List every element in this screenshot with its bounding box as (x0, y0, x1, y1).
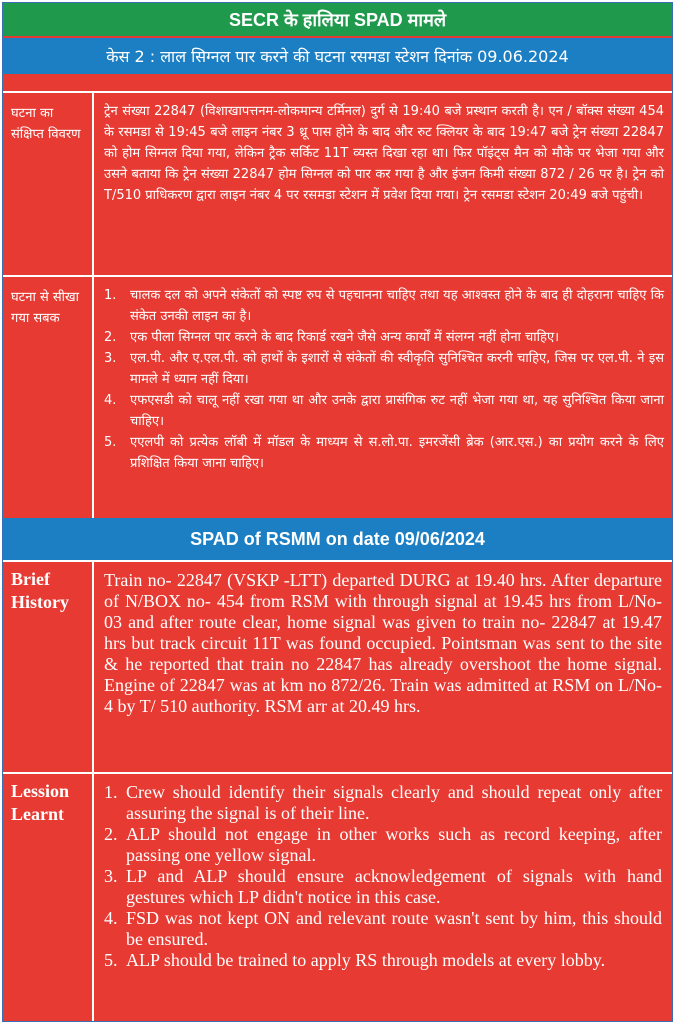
english-lesson-item (104, 824, 662, 866)
hindi-lessons-content (94, 277, 672, 518)
hindi-summary-text: ट्रेन संख्या 22847 (विशाखापत्तनम-लोकमान्य टर्मिनल) दुर्ग से 19:40 बजे प्रस्थान करती है। एन / बॉक्स संख्या 454 के रसमडा से 19:45 बजे लाइन नंबर 3 थ्रू पास होने के बाद और रुट क्लियर के बाद 19:47 बजे ट्रेन संख्या 22847 को होम सिग्नल दिया गया, लेकिन ट्रैक सर्किट 11T व्यस्त दिखा रहा था। फिर पॉइंट्स मैन को मौके पर भेजा गया और उसने बताया कि ट्रेन संख्या 22847 होम सिग्नल को पार कर गया है और इंजन किमी संख्या 872 / 26 पर है। ट्रेन को T/510 प्राधिकरण द्वारा लाइन नंबर 4 पर रसमडा स्टेशन में प्रवेश दिया गया। ट्रेन रसमडा स्टेशन 20:49 बजे पहुंची। (104, 104, 664, 203)
hindi-lessons-row (3, 275, 672, 518)
case-title-hindi: केस 2 : लाल सिग्नल पार करने की घटना रसमडा स्टेशन दिनांक 09.06.2024 (3, 38, 672, 74)
hindi-summary-label: घटना का संक्षिप्त विवरण (3, 93, 94, 275)
hindi-lesson-item (104, 327, 664, 348)
lesson-number: 1. (104, 782, 118, 802)
page-title: SECR के हालिया SPAD मामले (3, 3, 672, 36)
lesson-number: 4. (104, 908, 118, 928)
english-history-row (3, 560, 672, 772)
lesson-number: 1. (104, 288, 117, 303)
lesson-text: FSD was not kept ON and relevant route wasn't sent by him, this should be ensured. (126, 908, 662, 949)
lesson-number: 2. (104, 824, 118, 844)
lesson-text: Crew should identify their signals clearly and should repeat only after assuring the signal is of their line. (126, 782, 662, 823)
english-lessons-list (104, 782, 662, 971)
lesson-text: चालक दल को अपने संकेतों को स्पष्ट रुप से पहचानना चाहिए तथा यह आश्वस्त होने के बाद ही दोहराना चाहिए कि संकेत उनकी लाइन का है। (130, 288, 664, 324)
lesson-number: 5. (104, 435, 117, 450)
english-lessons-row (3, 772, 672, 1021)
hindi-lesson-item (104, 348, 664, 390)
english-lesson-item (104, 866, 662, 908)
english-lessons-content (94, 774, 672, 1021)
english-lesson-item (104, 908, 662, 950)
lesson-number: 2. (104, 330, 117, 345)
lesson-text: एक पीला सिग्नल पार करने के बाद रिकार्ड रखने जैसे अन्य कार्यों में संलग्न नहीं होना चाहिए। (130, 330, 560, 345)
lesson-text: LP and ALP should ensure acknowledgement of signals with hand gestures which LP didn't notice in this case. (126, 866, 662, 907)
lesson-text: एएलपी को प्रत्येक लॉबी में मॉडल के माध्यम से स.लो.पा. इमरजेंसी ब्रेक (आर.एस.) का प्रयोग करने के लिए प्रशिक्षित किया जाना चाहिए। (130, 435, 664, 471)
hindi-lesson-item (104, 390, 664, 432)
lesson-text: ALP should not engage in other works such as record keeping, after passing one yellow signal. (126, 824, 662, 865)
english-lesson-item (104, 782, 662, 824)
english-lessons-label: Lession Learnt (3, 774, 94, 1021)
hindi-lessons-label: घटना से सीखा गया सबक (3, 277, 94, 518)
hindi-lessons-list (104, 285, 664, 474)
lesson-number: 4. (104, 393, 117, 408)
lesson-text: ALP should be trained to apply RS through models at every lobby. (126, 950, 606, 970)
lesson-number: 3. (104, 351, 117, 366)
lesson-number: 3. (104, 866, 118, 886)
english-lesson-item (104, 950, 662, 971)
poster (3, 3, 672, 1021)
hindi-lesson-item (104, 285, 664, 327)
lesson-number: 5. (104, 950, 118, 970)
lesson-text: एल.पी. और ए.एल.पी. को हाथों के इशारों से संकेतों की स्वीकृति सुनिश्चित करनी चाहिए, जिस पर एल.पी. ने इस मामले में ध्यान नहीं दिया। (130, 351, 664, 387)
english-history-label: Brief History (3, 562, 94, 772)
case-title-english: SPAD of RSMM on date 09/06/2024 (3, 518, 672, 560)
lesson-text: एफएसडी को चालू नहीं रखा गया था और उनके द्वारा प्रासंगिक रुट नहीं भेजा गया था, यह सुनिश्चित किया जाना चाहिए। (130, 393, 664, 429)
hindi-summary-row (3, 91, 672, 275)
english-history-text: Train no- 22847 (VSKP -LTT) departed DURG at 19.40 hrs. After departure of N/BOX no- 454 from RSM with through signal at 19.45 hrs from L/No- 03 and after route clear, home signal was given to train no- 22847 at 19.47 hrs but track circuit 11T was found occupied. Pointsman was sent to the site & he reported that train no 22847 has already overshoot the home signal. Engine of 22847 was at km no 872/26. Train was admitted at RSM on L/No- 4 by T/ 510 authority. RSM arr at 20.49 hrs. (104, 570, 662, 716)
hindi-lesson-item (104, 432, 664, 474)
